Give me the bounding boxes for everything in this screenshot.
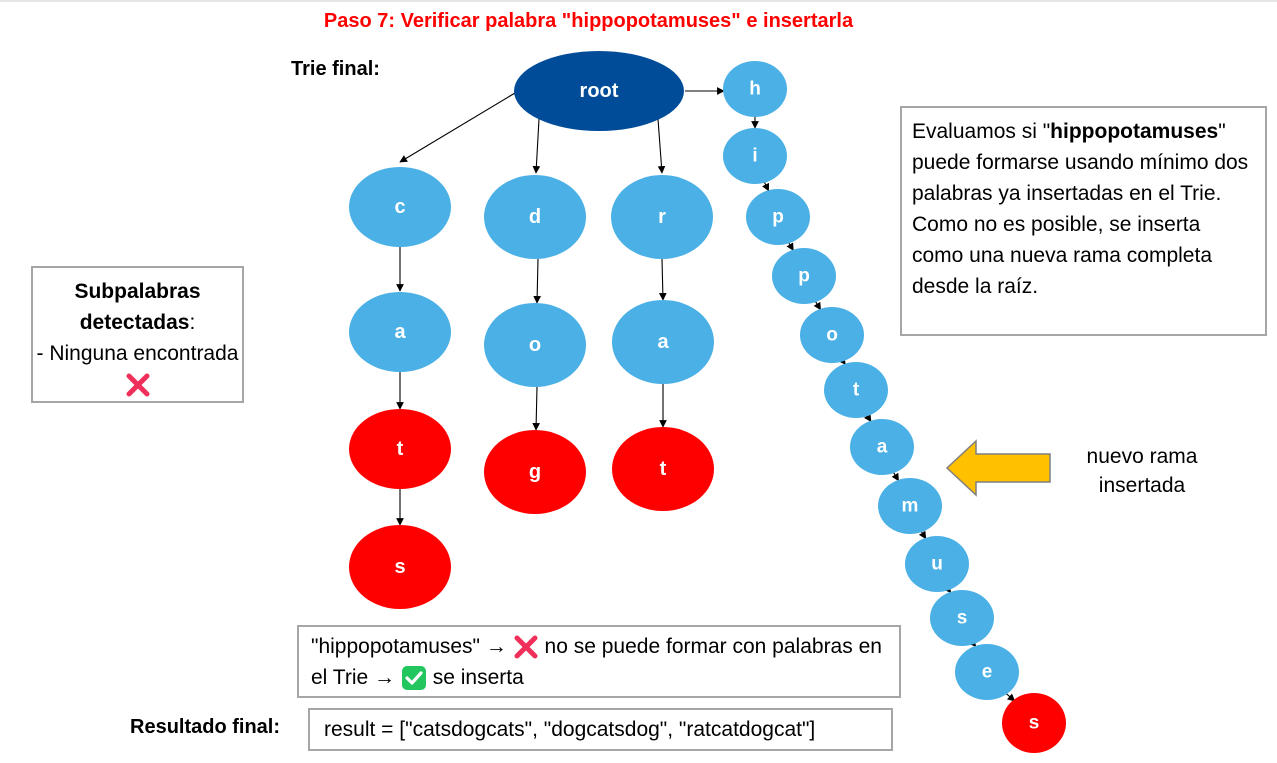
explanation-line2: Como no es posible, se inserta como una nueva rama completa desde la raíz. — [912, 213, 1212, 298]
trie-edge — [658, 119, 662, 173]
subwords-box — [31, 266, 244, 403]
trie-edge — [662, 259, 663, 300]
node-hippo-11 — [1002, 693, 1066, 753]
node-cats-1 — [349, 292, 451, 372]
node-root — [514, 51, 684, 131]
trie-edge — [400, 93, 515, 162]
trie-edge — [893, 472, 898, 480]
svg-text:s: s — [1028, 712, 1040, 734]
svg-text:a: a — [876, 436, 888, 458]
trie-edge — [536, 119, 539, 173]
note-part2: no se puede formar con palabras en el Trie → — [311, 635, 882, 689]
svg-text:g: g — [528, 461, 542, 483]
note-part3: se inserta — [432, 666, 524, 689]
cross-icon — [125, 372, 151, 398]
new-branch-arrow — [947, 441, 1050, 495]
node-rat-2 — [612, 427, 714, 511]
trie-edge — [921, 531, 926, 538]
node-hippo-9 — [930, 590, 994, 646]
svg-text:h: h — [749, 78, 761, 100]
page-title: Paso 7: Verificar palabra "hippopotamuses" e insertarla — [323, 10, 854, 32]
svg-text:t: t — [396, 438, 404, 460]
svg-text:o: o — [528, 334, 542, 356]
note-box — [297, 625, 901, 698]
trie-edge — [764, 182, 768, 191]
check-icon — [401, 665, 427, 691]
node-hippo-0 — [723, 61, 787, 117]
svg-text:root: root — [579, 80, 619, 102]
trie-edge — [536, 387, 537, 430]
node-rat-0 — [611, 175, 713, 259]
result-box — [308, 708, 893, 751]
node-hippo-3 — [772, 248, 836, 304]
svg-text:p: p — [772, 206, 784, 228]
svg-text:e: e — [981, 661, 993, 683]
svg-text:i: i — [752, 145, 758, 167]
svg-text:u: u — [931, 553, 943, 575]
subwords-item: - Ninguna encontrada — [36, 342, 239, 365]
svg-text:a: a — [394, 321, 406, 343]
svg-text:s: s — [956, 607, 968, 629]
trie-edge — [815, 301, 820, 309]
node-hippo-4 — [800, 307, 864, 363]
explanation-word: hippopotamuses — [1050, 120, 1219, 143]
node-hippo-5 — [824, 362, 888, 418]
svg-text:a: a — [657, 331, 669, 353]
node-cats-0 — [349, 167, 451, 247]
note-part1: "hippopotamuses" → — [311, 635, 507, 658]
node-dog-1 — [484, 303, 586, 387]
svg-text:t: t — [852, 379, 860, 401]
node-rat-1 — [612, 300, 714, 384]
explanation-post: " puede formarse usando mínimo dos palabras ya insertadas en el Trie. — [912, 120, 1249, 205]
explanation-box — [900, 106, 1267, 336]
trie-edge — [537, 259, 538, 303]
svg-text:s: s — [394, 556, 406, 578]
svg-text:r: r — [658, 206, 666, 228]
subwords-title: Subpalabras detectadas — [74, 280, 201, 334]
trie-edge — [867, 415, 871, 421]
svg-text:m: m — [901, 495, 919, 517]
node-dog-0 — [484, 175, 586, 259]
node-cats-2 — [349, 409, 451, 489]
node-dog-2 — [484, 430, 586, 514]
trie-final-label: Trie final: — [291, 58, 380, 80]
node-hippo-2 — [746, 189, 810, 245]
svg-text:t: t — [659, 458, 667, 480]
svg-text:d: d — [528, 206, 542, 228]
new-branch-label: nuevo rama insertada — [1086, 445, 1198, 497]
node-hippo-1 — [723, 128, 787, 184]
result-label: Resultado final: — [130, 716, 281, 738]
node-hippo-10 — [955, 644, 1019, 700]
trie-edge — [789, 243, 794, 251]
cross-icon — [513, 634, 539, 660]
subwords-colon: : — [189, 311, 196, 334]
node-hippo-6 — [850, 419, 914, 475]
explanation-pre: Evaluamos si " — [912, 120, 1051, 143]
result-text: result = ["catsdogcats", "dogcatsdog", "ratcatdogcat"] — [324, 718, 816, 741]
svg-text:o: o — [826, 324, 838, 346]
node-cats-3 — [349, 525, 451, 609]
svg-text:c: c — [394, 196, 406, 218]
node-hippo-7 — [878, 478, 942, 534]
svg-text:p: p — [798, 265, 810, 287]
node-hippo-8 — [905, 536, 969, 592]
